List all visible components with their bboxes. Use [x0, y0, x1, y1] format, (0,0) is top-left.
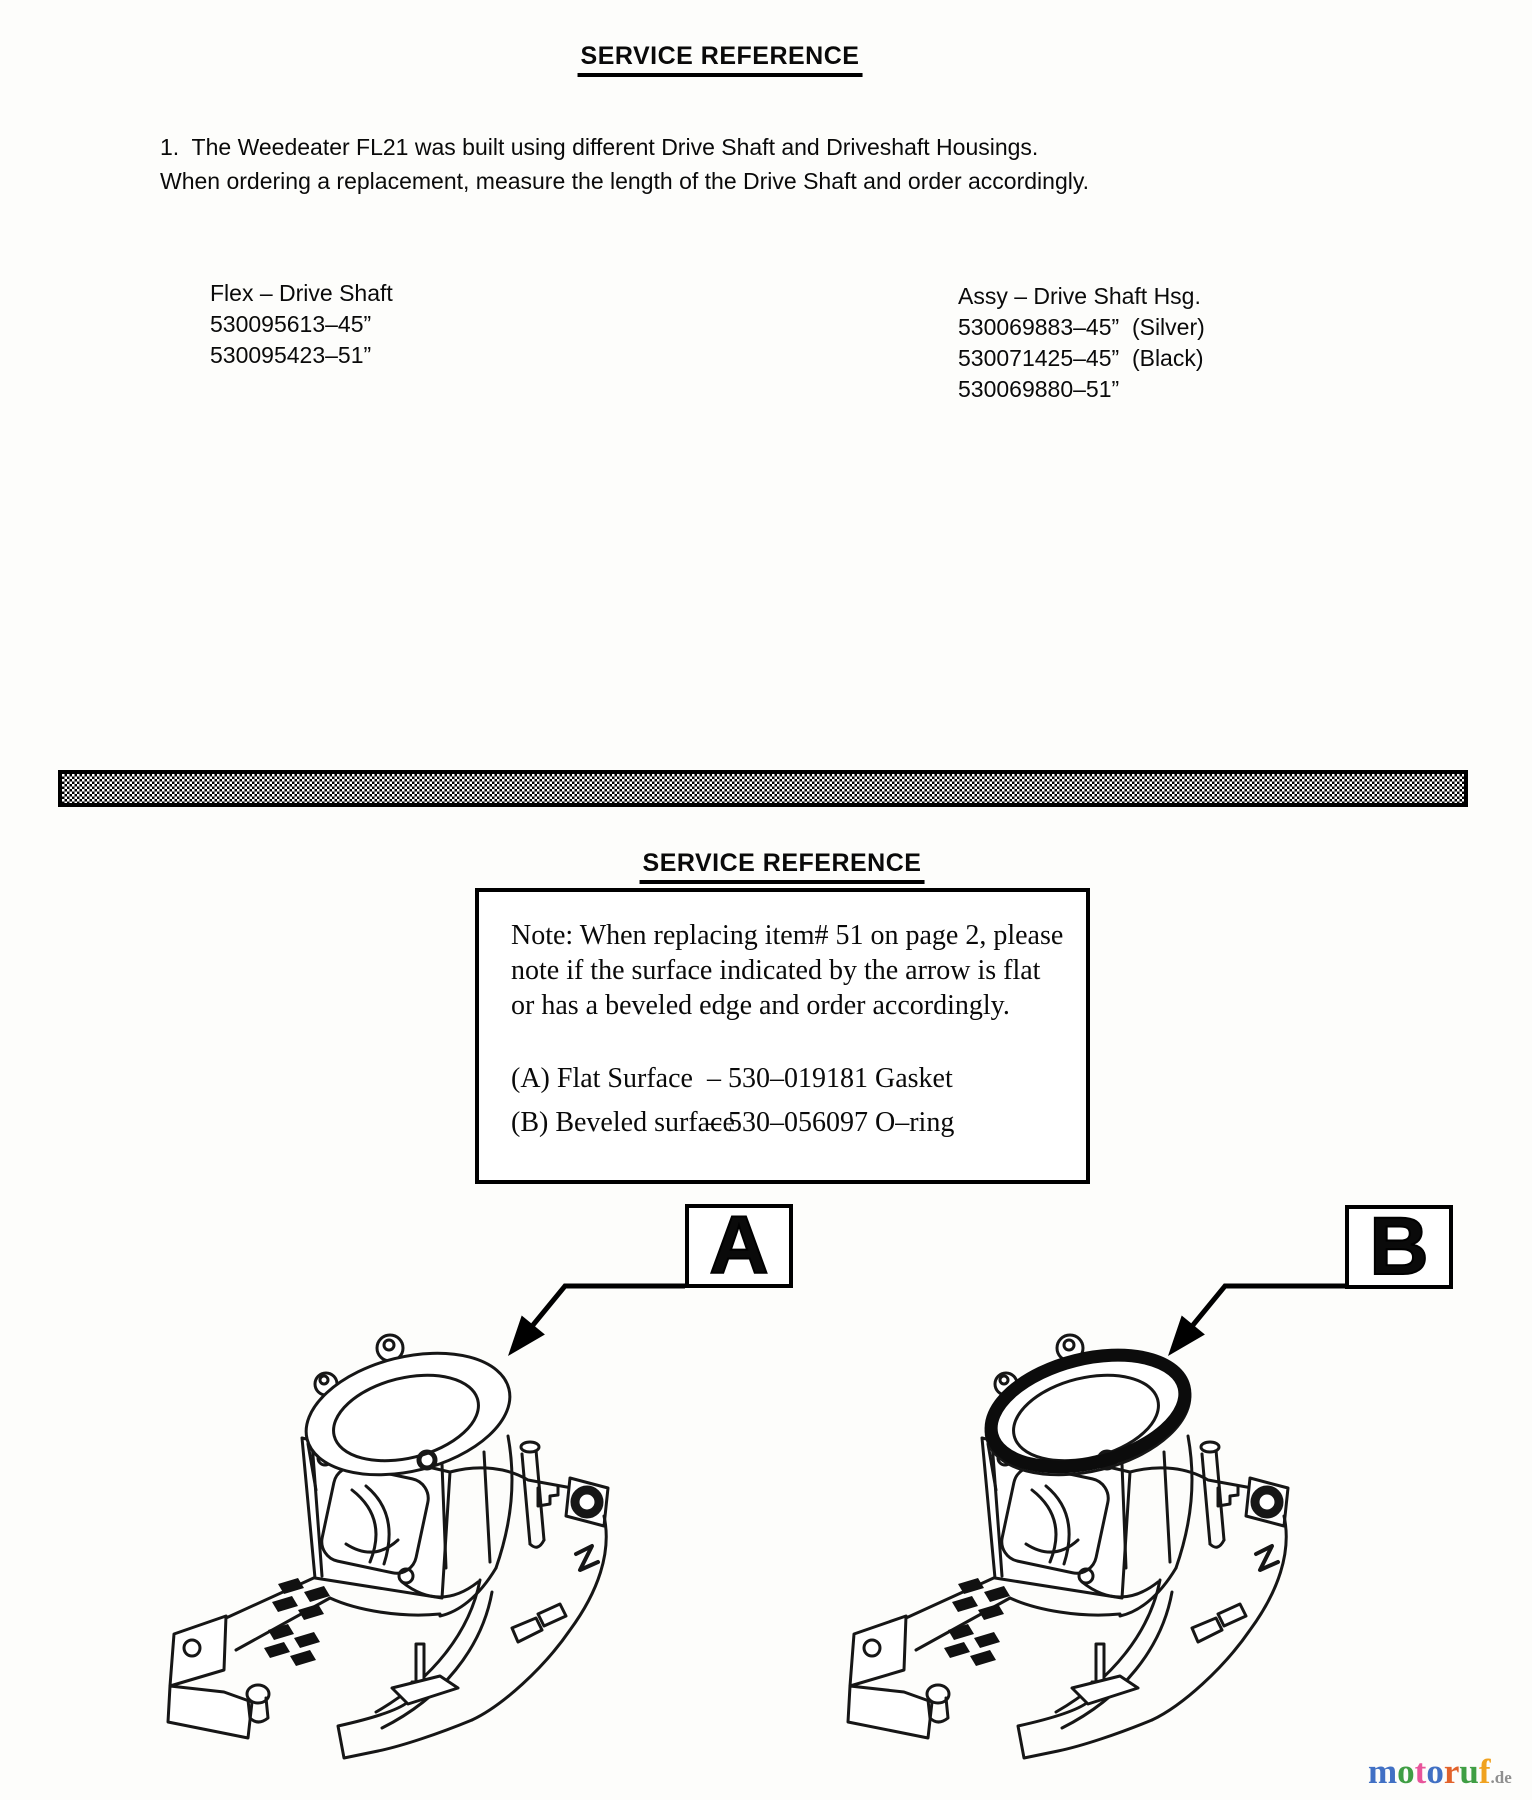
logo-letter: r — [1443, 1752, 1460, 1791]
note-row-a — [511, 1063, 1086, 1107]
callout-letter-b: B — [1369, 1201, 1429, 1292]
part-number: 530069883–45” (Silver) — [958, 314, 1205, 340]
part-group-title: Flex – Drive Shaft — [210, 280, 393, 306]
parts-column-right — [958, 281, 1205, 405]
housing-drawing-b — [848, 1334, 1288, 1758]
note-line: note if the surface indicated by the arrow is flat — [511, 955, 1041, 986]
part-group-title: Assy – Drive Shaft Hsg. — [958, 283, 1201, 309]
callout-box-b — [1345, 1201, 1453, 1292]
note-row-b — [511, 1107, 1086, 1151]
section-divider-bar — [58, 770, 1468, 807]
intro-line-2: When ordering a replacement, measure the length of the Drive Shaft and order accordingly. — [160, 168, 1090, 194]
callout-letter-a: A — [709, 1200, 769, 1291]
logo-letter: m — [1368, 1752, 1398, 1791]
callout-arrow-a — [508, 1286, 685, 1356]
part-number: 530069880–51” — [958, 376, 1120, 402]
section-title: SERVICE REFERENCE — [640, 849, 925, 884]
motoruf-logo — [1368, 1752, 1512, 1792]
logo-letter: u — [1459, 1752, 1479, 1791]
note-box — [475, 888, 1090, 1184]
beveled-rim-highlight — [979, 1337, 1196, 1486]
note-line: Note: When replacing item# 51 on page 2, please — [511, 920, 1064, 951]
intro-paragraph — [160, 130, 1089, 198]
note-text — [511, 918, 1086, 1023]
note-row-value: – 530–019181 Gasket — [707, 1063, 953, 1094]
note-part-list — [511, 1063, 1086, 1151]
part-number: 530071425–45” (Black) — [958, 345, 1204, 371]
note-row-label: (B) Beveled surface — [511, 1107, 735, 1138]
logo-suffix: .de — [1490, 1768, 1512, 1787]
housing-drawing-a — [168, 1334, 608, 1758]
callout-arrow-b — [1168, 1286, 1345, 1356]
callout-box-a — [685, 1200, 793, 1291]
logo-letter: o — [1397, 1752, 1415, 1791]
page-title: SERVICE REFERENCE — [578, 42, 863, 77]
note-row-value: – 530–056097 O–ring — [707, 1107, 955, 1138]
logo-letter: f — [1478, 1752, 1491, 1791]
note-line: or has a beveled edge and order accordingly. — [511, 990, 1010, 1021]
part-number: 530095613–45” — [210, 311, 372, 337]
logo-letter: t — [1414, 1752, 1427, 1791]
note-row-label: (A) Flat Surface — [511, 1063, 693, 1094]
parts-column-left — [210, 278, 393, 371]
logo-letter: o — [1426, 1752, 1444, 1791]
intro-line-1: 1. The Weedeater FL21 was built using different Drive Shaft and Driveshaft Housings. — [160, 134, 1039, 160]
part-number: 530095423–51” — [210, 342, 372, 368]
